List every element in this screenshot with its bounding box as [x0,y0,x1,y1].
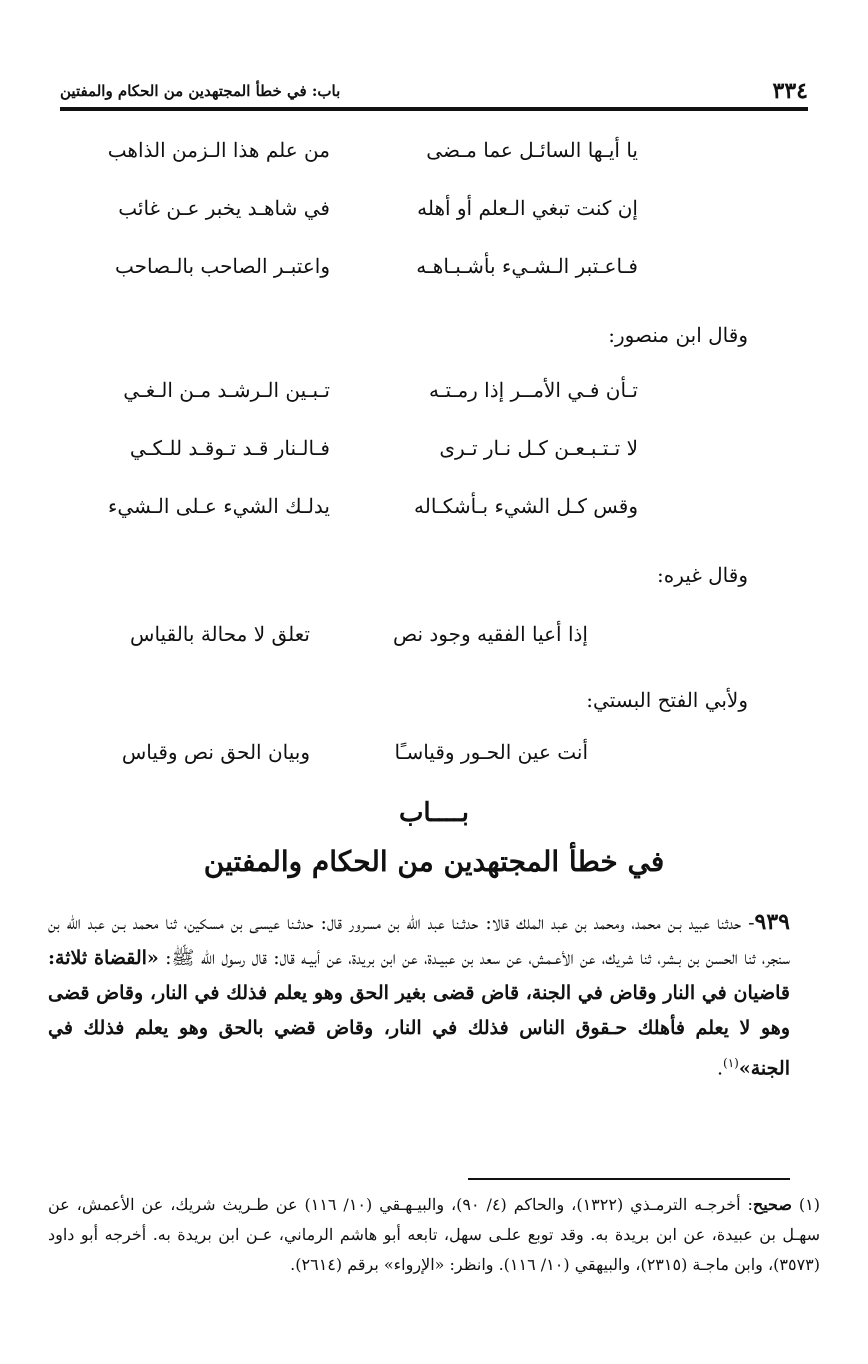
verse-first-hemistich: فـاعـتبر الـشـيء بأشـبـاهـه [416,254,638,278]
verse-first-hemistich: إن كنت تبغي الـعلم أو أهله [417,196,638,220]
poet-attribution: وقال ابن منصور: [608,323,748,347]
chapter-title: في خطأ المجتهدين من الحكام والمفتين [203,845,665,878]
hadith-paragraph [48,905,790,1086]
verse-first-hemistich: يا أيـها السائـل عما مـضى [426,138,638,162]
verse-second-hemistich: في شاهـد يخبر عـن غائب [118,196,330,220]
verse-line [60,378,808,414]
verse-first-hemistich: لا تـتـبـعـن كـل نـار تـرى [439,436,638,460]
footnote [48,1190,820,1280]
verse-second-hemistich: واعتبـر الصاحب بالـصاحب [115,254,330,278]
verse-second-hemistich: وبيان الحق نص وقياس [121,740,310,764]
verse-second-hemistich: فـالـنار قـد تـوقـد للـكـي [129,436,330,460]
verse-line [60,436,808,472]
verse-second-hemistich: تـبـين الـرشـد مـن الـغـي [123,378,330,402]
footnote-reference[interactable]: (١) [723,1056,739,1070]
footnote-rule [468,1178,790,1180]
footnote-marker: (١) [798,1195,820,1214]
hadith-chain: - حدثنا عبيد بـن محمد، ومحمد بن عبد الملك قالا: حدثـنا عبد الله بن مسرور قال: حدثـنا عيسى بن مسكين، ثنا محمد بـن عبد الله بن سنجر، ثنا الحسن بن بـشر، ثنا شريك، عن الأعـمش، عن سعد بن عبيـدة، عن ابن بريدة، عن أبيـه قال: قال رسول الله ﷺ: [48,912,790,969]
footnote-text: : أخرجـه الترمـذي (١٣٢٢)، والحاكم (٤/ ٩٠)، والبيـهـقي (١٠/ ١١٦) عن طـريث شريك، عن الأعمش، عن سهـل بن عبيدة، عن ابن بريدة به. وقد توبع علـى سهل، تابعه أبو هاشم الرماني، عـن ابن بريدة به. أخرجه أبو داود (٣٥٧٣)، وابن ماجـة (٢٣١٥)، والبيهقي (١٠/ ١١٦). وانظر: «الإرواء» برقم (٢٦١٤). [48,1195,821,1274]
running-title: باب: في خطأ المجتهدين من الحكام والمفتين [60,82,341,100]
verse-first-hemistich: أنت عين الحـور وقياسـًا [394,740,588,764]
verse-first-hemistich: إذا أعيا الفقيه وجود نص [392,622,588,646]
verse-first-hemistich: تـأن فـي الأمــر إذا رمـتـه [428,378,638,402]
verse-line [60,254,808,290]
verse-second-hemistich: من علم هذا الـزمن الذاهب [107,138,330,162]
page-header [60,78,808,108]
hadith-text: «القضاة ثلاثة: قاضيان في النار وقاض في الجنة، قاض قضى بغير الحق وهو يعلم فذلك في النار، وقاض قضى وهو لا يعلم فأهلك حـقوق الناس فذلك في النار، وقاض قضي بالحق وهو يعلم فذلك في الجنة» [48,947,790,1080]
verse-line [60,494,808,530]
header-rule [60,107,808,111]
verse-line [60,622,808,658]
hadith-number: ٩٣٩ [754,909,790,935]
poet-attribution: ولأبي الفتح البستي: [586,688,748,712]
verse-second-hemistich: يدلـك الشيء عـلى الـشيء [107,494,330,518]
verse-first-hemistich: وقس كـل الشيء بـأشكـاله [414,494,638,518]
hadith-end: . [716,1057,724,1080]
verse-line [60,196,808,232]
verse-line [60,740,808,776]
verse-second-hemistich: تعلق لا محالة بالقياس [130,622,310,646]
page-number: ٣٣٤ [772,78,808,104]
poet-attribution: وقال غيره: [657,563,748,587]
chapter-label: بــــاب [398,798,470,828]
verse-line [60,138,808,174]
footnote-grade: صحيح [752,1195,792,1214]
